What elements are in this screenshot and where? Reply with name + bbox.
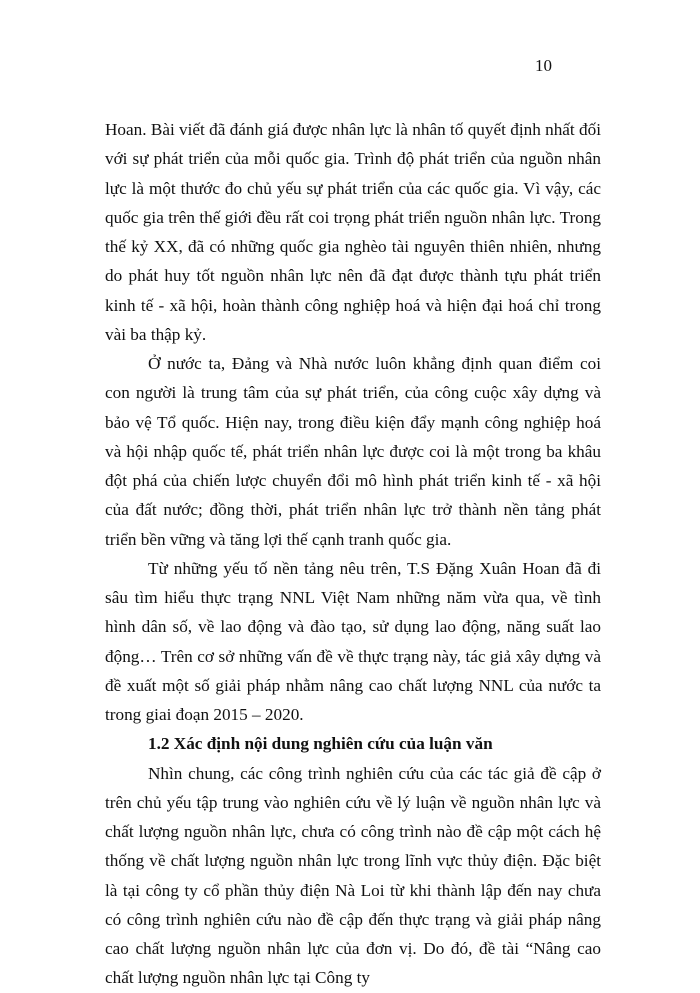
section-heading: 1.2 Xác định nội dung nghiên cứu của luận văn — [148, 734, 493, 754]
paragraph-hoan-review: Hoan. Bài viết đã đánh giá được nhân lực là nhân tố quyết định nhất đối với sự phát triển của mỗi quốc gia. Trình độ phát triển của nguồn nhân lực là một thước đo chủ yếu sự phát triển của các quốc gia. Vì vậy, các quốc gia trên thế giới đều rất coi trọng phát triển nguồn nhân lực. Trong thế kỷ XX, đã có những quốc gia nghèo tài nguyên thiên nhiên, nhưng do phát huy tốt nguồn nhân lực nên đã đạt được thành tựu phát triển kinh tế - xã hội, hoàn thành công nghiệp hoá và hiện đại hoá chỉ trong vài ba thập kỷ. — [105, 120, 601, 344]
page-body — [105, 115, 601, 993]
paragraph-research-content: Nhìn chung, các công trình nghiên cứu của các tác giả đề cập ở trên chủ yếu tập trung vào nghiên cứu về lý luận về nguồn nhân lực và chất lượng nguồn nhân lực, chưa có công trình nào đề cập một cách hệ thống về chất lượng nguồn nhân lực trong lĩnh vực thủy điện. Đặc biệt là tại công ty cổ phần thủy điện Nà Loi từ khi thành lập đến nay chưa có công trình nghiên cứu nào đề cập đến thực trạng và giải pháp nâng cao chất lượng nguồn nhân lực của đơn vị. Do đó, đề tài “Nâng cao chất lượng nguồn nhân lực tại Công ty — [105, 763, 601, 988]
paragraph-nnl-situation: Từ những yếu tố nền tảng nêu trên, T.S Đặng Xuân Hoan đã đi sâu tìm hiểu thực trạng NNL Việt Nam những năm vừa qua, về tình hình dân số, về lao động và đào tạo, sử dụng lao động, năng suất lao động… Trên cơ sở những vấn đề về thực trạng này, tác giả xây dựng và đề xuất một số giải pháp nhằm nâng cao chất lượng NNL của nước ta trong giai đoạn 2015 – 2020. — [105, 558, 601, 724]
paragraph-party-viewpoint: Ở nước ta, Đảng và Nhà nước luôn khẳng định quan điểm coi con người là trung tâm của sự phát triển, của công cuộc xây dựng và bảo vệ Tổ quốc. Hiện nay, trong điều kiện đẩy mạnh công nghiệp hoá và hội nhập quốc tế, phát triển nhân lực được coi là một trong ba khâu đột phá của chiến lược chuyển đổi mô hình phát triển kinh tế - xã hội của đất nước; đồng thời, phát triển nhân lực trở thành nền tảng phát triển bền vững và tăng lợi thế cạnh tranh quốc gia. — [105, 354, 601, 549]
page-number: 10 — [535, 56, 552, 75]
